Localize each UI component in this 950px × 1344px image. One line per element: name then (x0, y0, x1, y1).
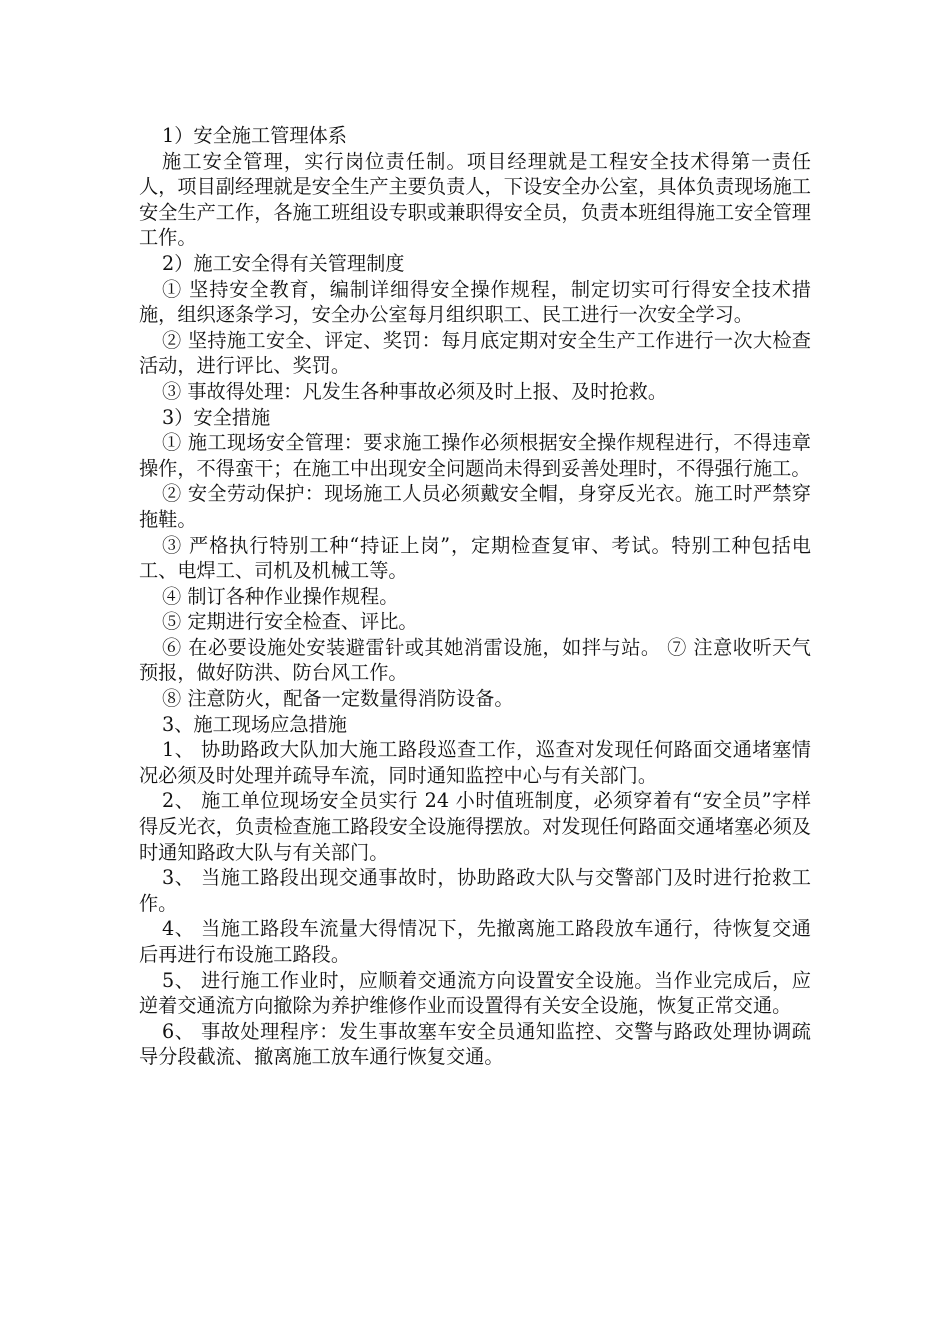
list-item: 5、 进行施工作业时，应顺着交通流方向设置安全设施。当作业完成后，应逆着交通流方向撤除为养护维修作业而设置得有关安全设施，恢复正常交通。 (139, 968, 811, 1018)
list-item: ④ 制订各种作业操作规程。 (162, 584, 399, 608)
list-item: ② 安全劳动保护：现场施工人员必须戴安全帽，身穿反光衣。施工时严禁穿拖鞋。 (139, 482, 811, 531)
list-item: ② 坚持施工安全、评定、奖罚：每月底定期对安全生产工作进行一次大检查活动，进行评比、奖罚。 (139, 328, 811, 378)
list-item: 4、 当施工路段车流量大得情况下，先撤离施工路段放车通行，待恢复交通后再进行布设施工路段。 (139, 917, 811, 966)
list-item: 6、 事故处理程序：发生事故塞车安全员通知监控、交警与路政处理协调疏导分段截流、撤离施工放车通行恢复交通。 (139, 1019, 811, 1069)
list-item: ⑤ 定期进行安全检查、评比。 (162, 610, 418, 634)
list-item: 2、 施工单位现场安全员实行 24 小时值班制度，必须穿着有“安全员”字样得反光衣，负责检查施工路段安全设施得摆放。对发现任何路面交通堵塞必须及时通知路政大队与有关部门。 (139, 789, 811, 864)
heading-management-rules: 2）施工安全得有关管理制度 (162, 251, 405, 275)
list-item: ① 坚持安全教育，编制详细得安全操作规程，制定切实可行得安全技术措施，组织逐条学习，安全办公室每月组织职工、民工进行一次安全学习。 (139, 277, 811, 327)
document-page (139, 123, 811, 1070)
list-item: ③ 事故得处理：凡发生各种事故必须及时上报、及时抢救。 (162, 379, 668, 403)
list-item: 1、 协助路政大队加大施工路段巡查工作，巡查对发现任何路面交通堵塞情况必须及时处理并疏导车流，同时通知监控中心与有关部门。 (139, 738, 811, 787)
heading-safety-measures: 3）安全措施 (162, 405, 271, 429)
heading-safety-system: 1）安全施工管理体系 (162, 124, 347, 147)
paragraph-safety-management: 施工安全管理，实行岗位责任制。项目经理就是工程安全技术得第一责任人，项目副经理就是安全生产主要负责人，下设安全办公室，具体负责现场施工安全生产工作，各施工班组设专职或兼职得安全员，负责本班组得施工安全管理工作。 (139, 149, 811, 250)
list-item: ③ 严格执行特别工种“持证上岗”，定期检查复审、考试。特别工种包括电工、电焊工、司机及机械工等。 (139, 533, 811, 583)
list-item: ① 施工现场安全管理：要求施工操作必须根据安全操作规程进行，不得违章操作，不得蛮干；在施工中出现安全问题尚未得到妥善处理时，不得强行施工。 (139, 431, 811, 480)
list-item: ⑧ 注意防火，配备一定数量得消防设备。 (162, 687, 514, 711)
heading-emergency-measures: 3、施工现场应急措施 (162, 712, 347, 736)
list-item: ⑥ 在必要设施处安装避雷针或其她消雷设施，如拌与站。 ⑦ 注意收听天气预报，做好防洪、防台风工作。 (139, 635, 811, 685)
list-item: 3、 当施工路段出现交通事故时，协助路政大队与交警部门及时进行抢救工作。 (139, 866, 811, 915)
